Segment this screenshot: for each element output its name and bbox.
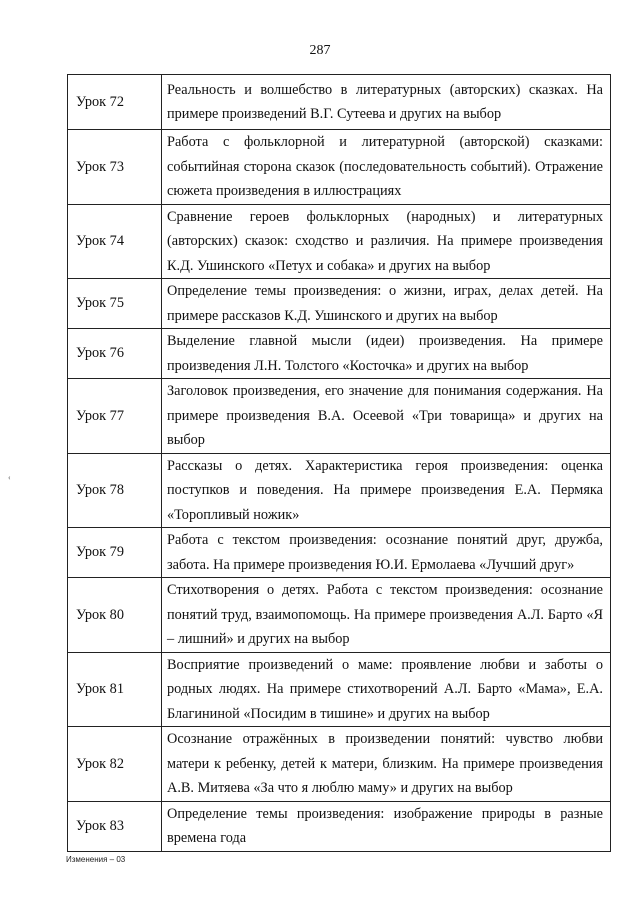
lesson-content: Осознание отражённых в произведении понятий: чувство любви матери к ребенку, детей к матери, близким. На примере произведения А.В. Митяева «За что я люблю маму» и других на выбор [162, 727, 611, 802]
table-row [68, 578, 611, 653]
lesson-content: Работа с фольклорной и литературной (авторской) сказками: событийная сторона сказок (последовательность событий). Отражение сюжета произведения в иллюстрациях [162, 130, 611, 205]
page-number: 287 [309, 43, 331, 58]
lesson-label: Урок 80 [68, 578, 162, 653]
lesson-content: Восприятие произведений о маме: проявление любви и заботы о родных людях. На примере стихотворений А.Л. Барто «Мама», Е.А. Благининой «Посидим в тишине» и других на выбор [162, 652, 611, 727]
lesson-content: Определение темы произведения: о жизни, играх, делах детей. На примере рассказов К.Д. Ушинского и других на выбор [162, 279, 611, 329]
table-row [68, 329, 611, 379]
lesson-label: Урок 76 [68, 329, 162, 379]
lesson-label: Урок 82 [68, 727, 162, 802]
lesson-label: Урок 72 [68, 75, 162, 130]
lesson-content: Работа с текстом произведения: осознание понятий друг, дружба, забота. На примере произведения Ю.И. Ермолаева «Лучший друг» [162, 528, 611, 578]
lesson-content: Заголовок произведения, его значение для понимания содержания. На примере произведения В.А. Осеевой «Три товарища» и других на выбор [162, 379, 611, 454]
lesson-content: Стихотворения о детях. Работа с текстом произведения: осознание понятий труд, взаимопомощь. На примере произведения А.Л. Барто «Я – лишний» и других на выбор [162, 578, 611, 653]
lesson-label: Урок 75 [68, 279, 162, 329]
lesson-label: Урок 73 [68, 130, 162, 205]
lesson-label: Урок 78 [68, 453, 162, 528]
table-row [68, 528, 611, 578]
lesson-label: Урок 83 [68, 801, 162, 851]
table-row [68, 75, 611, 130]
lesson-label: Урок 74 [68, 204, 162, 279]
table-row [68, 801, 611, 851]
lessons-table [67, 74, 611, 852]
table-row [68, 652, 611, 727]
lesson-content: Выделение главной мысли (идеи) произведения. На примере произведения Л.Н. Толстого «Косточка» и других на выбор [162, 329, 611, 379]
lesson-content: Рассказы о детях. Характеристика героя произведения: оценка поступков и поведения. На примере произведения Е.А. Пермяка «Торопливый ножик» [162, 453, 611, 528]
table-row [68, 130, 611, 205]
lesson-content: Определение темы произведения: изображение природы в разные времена года [162, 801, 611, 851]
lesson-content: Сравнение героев фольклорных (народных) и литературных (авторских) сказок: сходство и различия. На примере произведения К.Д. Ушинского «Петух и собака» и других на выбор [162, 204, 611, 279]
table-row [68, 279, 611, 329]
lesson-content: Реальность и волшебство в литературных (авторских) сказках. На примере произведений В.Г. Сутеева и других на выбор [162, 75, 611, 130]
table-row [68, 379, 611, 454]
lesson-label: Урок 81 [68, 652, 162, 727]
margin-mark: ‹ [8, 473, 11, 482]
lesson-label: Урок 79 [68, 528, 162, 578]
table-row [68, 204, 611, 279]
table-row [68, 727, 611, 802]
footer-revision-note: Изменения – 03 [66, 855, 126, 864]
table-row [68, 453, 611, 528]
lesson-label: Урок 77 [68, 379, 162, 454]
